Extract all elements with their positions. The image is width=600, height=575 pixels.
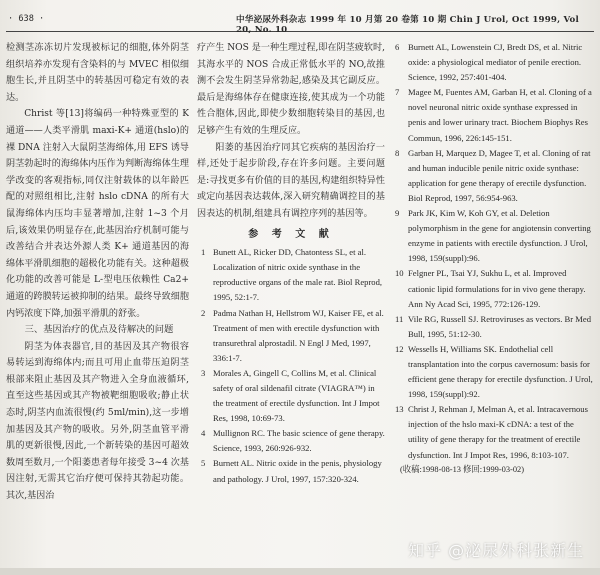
reference-item xyxy=(197,245,385,305)
text-column-2 xyxy=(197,40,385,570)
reference-text: Padma Nathan H, Hellstrom WJ, Kaiser FE, et al. Treatment of men with erectile dysfunction with transurethral alprostadil. N Engl J Med, 1997, 336:1-7. xyxy=(213,307,384,363)
reference-item xyxy=(394,402,594,462)
paragraph: 疗产生 NOS 是一种生理过程,即在阴茎疲软时,其海水平的 NOS 合成正常低水平的 NO,故推测不会发生阴茎异常勃起,感染及其它副反应。最后是海绵体存在健康连接,使其成为一个功能性合胞体,因此,即使少数细胞转染目的基因,也足够产生有效的生理反应。 xyxy=(197,43,385,136)
reference-number: 5 xyxy=(201,458,206,469)
reference-number: 11 xyxy=(395,313,404,324)
paragraph: 阳萎的基因治疗同其它疾病的基因治疗一样,还处于起步阶段,存在许多问题。主要问题是:寻找更多有价值的目的基因,构建组织特异性或定向基因表达载体,深入研究精确调控目的基因表达的机制,组建具有调控序列的基因等。 xyxy=(197,142,385,219)
watermark: 知乎 @泌尿外科张新生 xyxy=(408,541,585,560)
reference-text: Burnett AL. Nitric oxide in the penis, physiology and pathology. J Urol, 1997, 157:320-324. xyxy=(213,458,382,484)
text-column-3 xyxy=(394,40,594,570)
reference-list xyxy=(394,40,594,463)
reference-text: Garban H, Marquez D, Magee T, et al. Cloning of rat and human inducible penile nitric oxide synthase: application for gene therapy of erectile dysfunction. Biol Reprod, 1997, 56:954-963. xyxy=(408,147,591,203)
reference-text: Bunett AL, Ricker DD, Chatontess SL, et al. Localization of nitric oxide synthase in the reproductive organs of the male rat. Biol Reprod, 1995, 52:1-7. xyxy=(213,247,383,303)
reference-list xyxy=(197,245,385,487)
reference-text: Felgner PL, Tsai YJ, Sukhu L, et al. Improved cationic lipid formulations for in vivo gene therapy. Ann Ny Acad Sci, 1995, 772:126-129. xyxy=(408,268,586,309)
reference-item xyxy=(394,206,594,266)
reference-number: 10 xyxy=(395,268,404,279)
received-date: (收稿:1998-08-13 修回:1999-03-02) xyxy=(400,464,524,474)
reference-item xyxy=(394,266,594,311)
reference-number: 2 xyxy=(201,307,206,318)
paragraph: 检测茎冻冻切片发现被标记的细胞,体外阴茎组织培养亦发现有含染料的与 MVEC 相似细胞生长,并且阴茎中的转基因可稳定有效的表达。 xyxy=(6,43,189,103)
reference-item xyxy=(197,366,385,426)
running-header xyxy=(6,10,594,35)
reference-item xyxy=(197,306,385,366)
text-column-1 xyxy=(6,40,189,570)
reference-item xyxy=(197,456,385,486)
reference-item xyxy=(394,85,594,145)
reference-item xyxy=(394,146,594,206)
reference-text: Vile RG, Russell SJ. Retroviruses as vectors. Br Med Bull, 1995, 51:12-30. xyxy=(408,313,592,339)
reference-text: Morales A, Gingell C, Collins M, et al. Clinical safety of oral sildenafil citrate (VIAGRA™) in the treatment of erectile dysfunction. Int J Impot Res, 1998, 10:69-73. xyxy=(213,367,380,424)
journal-citation: 中华泌尿外科杂志 1999 年 10 月第 20 卷第 10 期 Chin J Urol, Oct 1999, Vol 20, No. 10 xyxy=(236,15,579,35)
reference-text: Magee M, Fuentes AM, Garban H, et al. Cloning of a novel neuronal nitric oxide synthase expressed in penis and lower urinary tract. Biochem Biophys Res Commun, 1996, 226:145-151. xyxy=(408,87,592,143)
paragraph: 阴茎为体表器官,目的基因及其产物很容易转运到海绵体内;而且可用止血带压迫阴茎根部来阻止基因及其产物进入全身血液循环,直至这些基因或其产物被靶细胞吸收;静止状态时,阴茎内血流很慢(约 5ml/min),这一步增加基因及其产物的吸收。另外,阴茎血管平滑肌的更新很慢,因此,一个新转染的基因可超效数周至数月,一个阳萎患者每年接受 3~4 次基因注射,无需其它治疗便可保持其勃起功能。其次,基因治 xyxy=(6,341,189,502)
references-heading: 参 考 文 献 xyxy=(248,228,334,240)
reference-text: Burnett AL, Lowenstein CJ, Bredt DS, et al. Nitric oxide: a physiological mediator of penile erection. Science, 1992, 257:401-404. xyxy=(408,42,583,83)
reference-number: 12 xyxy=(395,343,404,354)
paragraph: Christ 等[13]将编码一种特殊亚型的 K 通道——人类平滑肌 maxi-K+ 通道(hslo)的裸 DNA 注射入大鼠阴茎海绵体,用 EFS 诱导阴茎勃起时的海绵体内压作为判断海绵体生理学改变的客观指标,同仅注射载体的以年龄匹配的对照组相比,注射 hslo cDNA 的所有大鼠海绵体内压均丰显著增加,注射 1~3 个月后,该效果仍明显存在,此基因治疗机制可能与改善结合并表达外源人类 K+ 通道基因的海绵体平滑肌细胞的超极化功能有关。这种超极化功能的改善可能是 L-型电压依赖性 Ca2+ 通道的跨膜转运被抑制的结果。最终导致细胞内钙浓度下降,加强平滑肌的舒张。 xyxy=(6,109,189,319)
reference-text: Mullignon RC. The basic science of gene therapy. Science, 1993, 260:926-932. xyxy=(213,428,385,454)
reference-number: 13 xyxy=(395,404,404,415)
page-bottom-edge xyxy=(0,568,600,575)
reference-item xyxy=(394,312,594,342)
reference-text: Park JK, Kim W, Koh GY, et al. Deletion polymorphism in the gene for angiotensin converting enzyme in patients with erectile dysfunction. J Urol, 1998, 159(suppl):96. xyxy=(408,208,591,264)
reference-number: 1 xyxy=(201,247,206,258)
reference-number: 8 xyxy=(395,147,400,158)
reference-text: Wessells H, Williams SK. Endothelial cell transplantation into the corpus cavernosum: basis for efficient gene therapy for erectile dysfunction. J Urol, 1998, 159(suppl):92. xyxy=(408,343,593,400)
section-heading: 三、基因治疗的优点及待解决的问题 xyxy=(24,324,174,336)
reference-text: Christ J, Rehman J, Melman A, et al. Intracavernous injection of the hslo maxi-K cDNA: a test of the utility of gene therapy for the treatment of erectile dysfunction. Int J Impot Res, 1996, 8:103-107. xyxy=(408,404,588,460)
reference-number: 6 xyxy=(395,42,400,52)
reference-item xyxy=(394,342,594,402)
reference-number: 4 xyxy=(201,428,206,439)
reference-item xyxy=(197,426,385,456)
reference-number: 9 xyxy=(395,208,400,219)
reference-number: 7 xyxy=(395,87,400,98)
page-number: · 638 · xyxy=(8,14,45,24)
reference-number: 3 xyxy=(201,367,206,378)
reference-item xyxy=(394,40,594,85)
